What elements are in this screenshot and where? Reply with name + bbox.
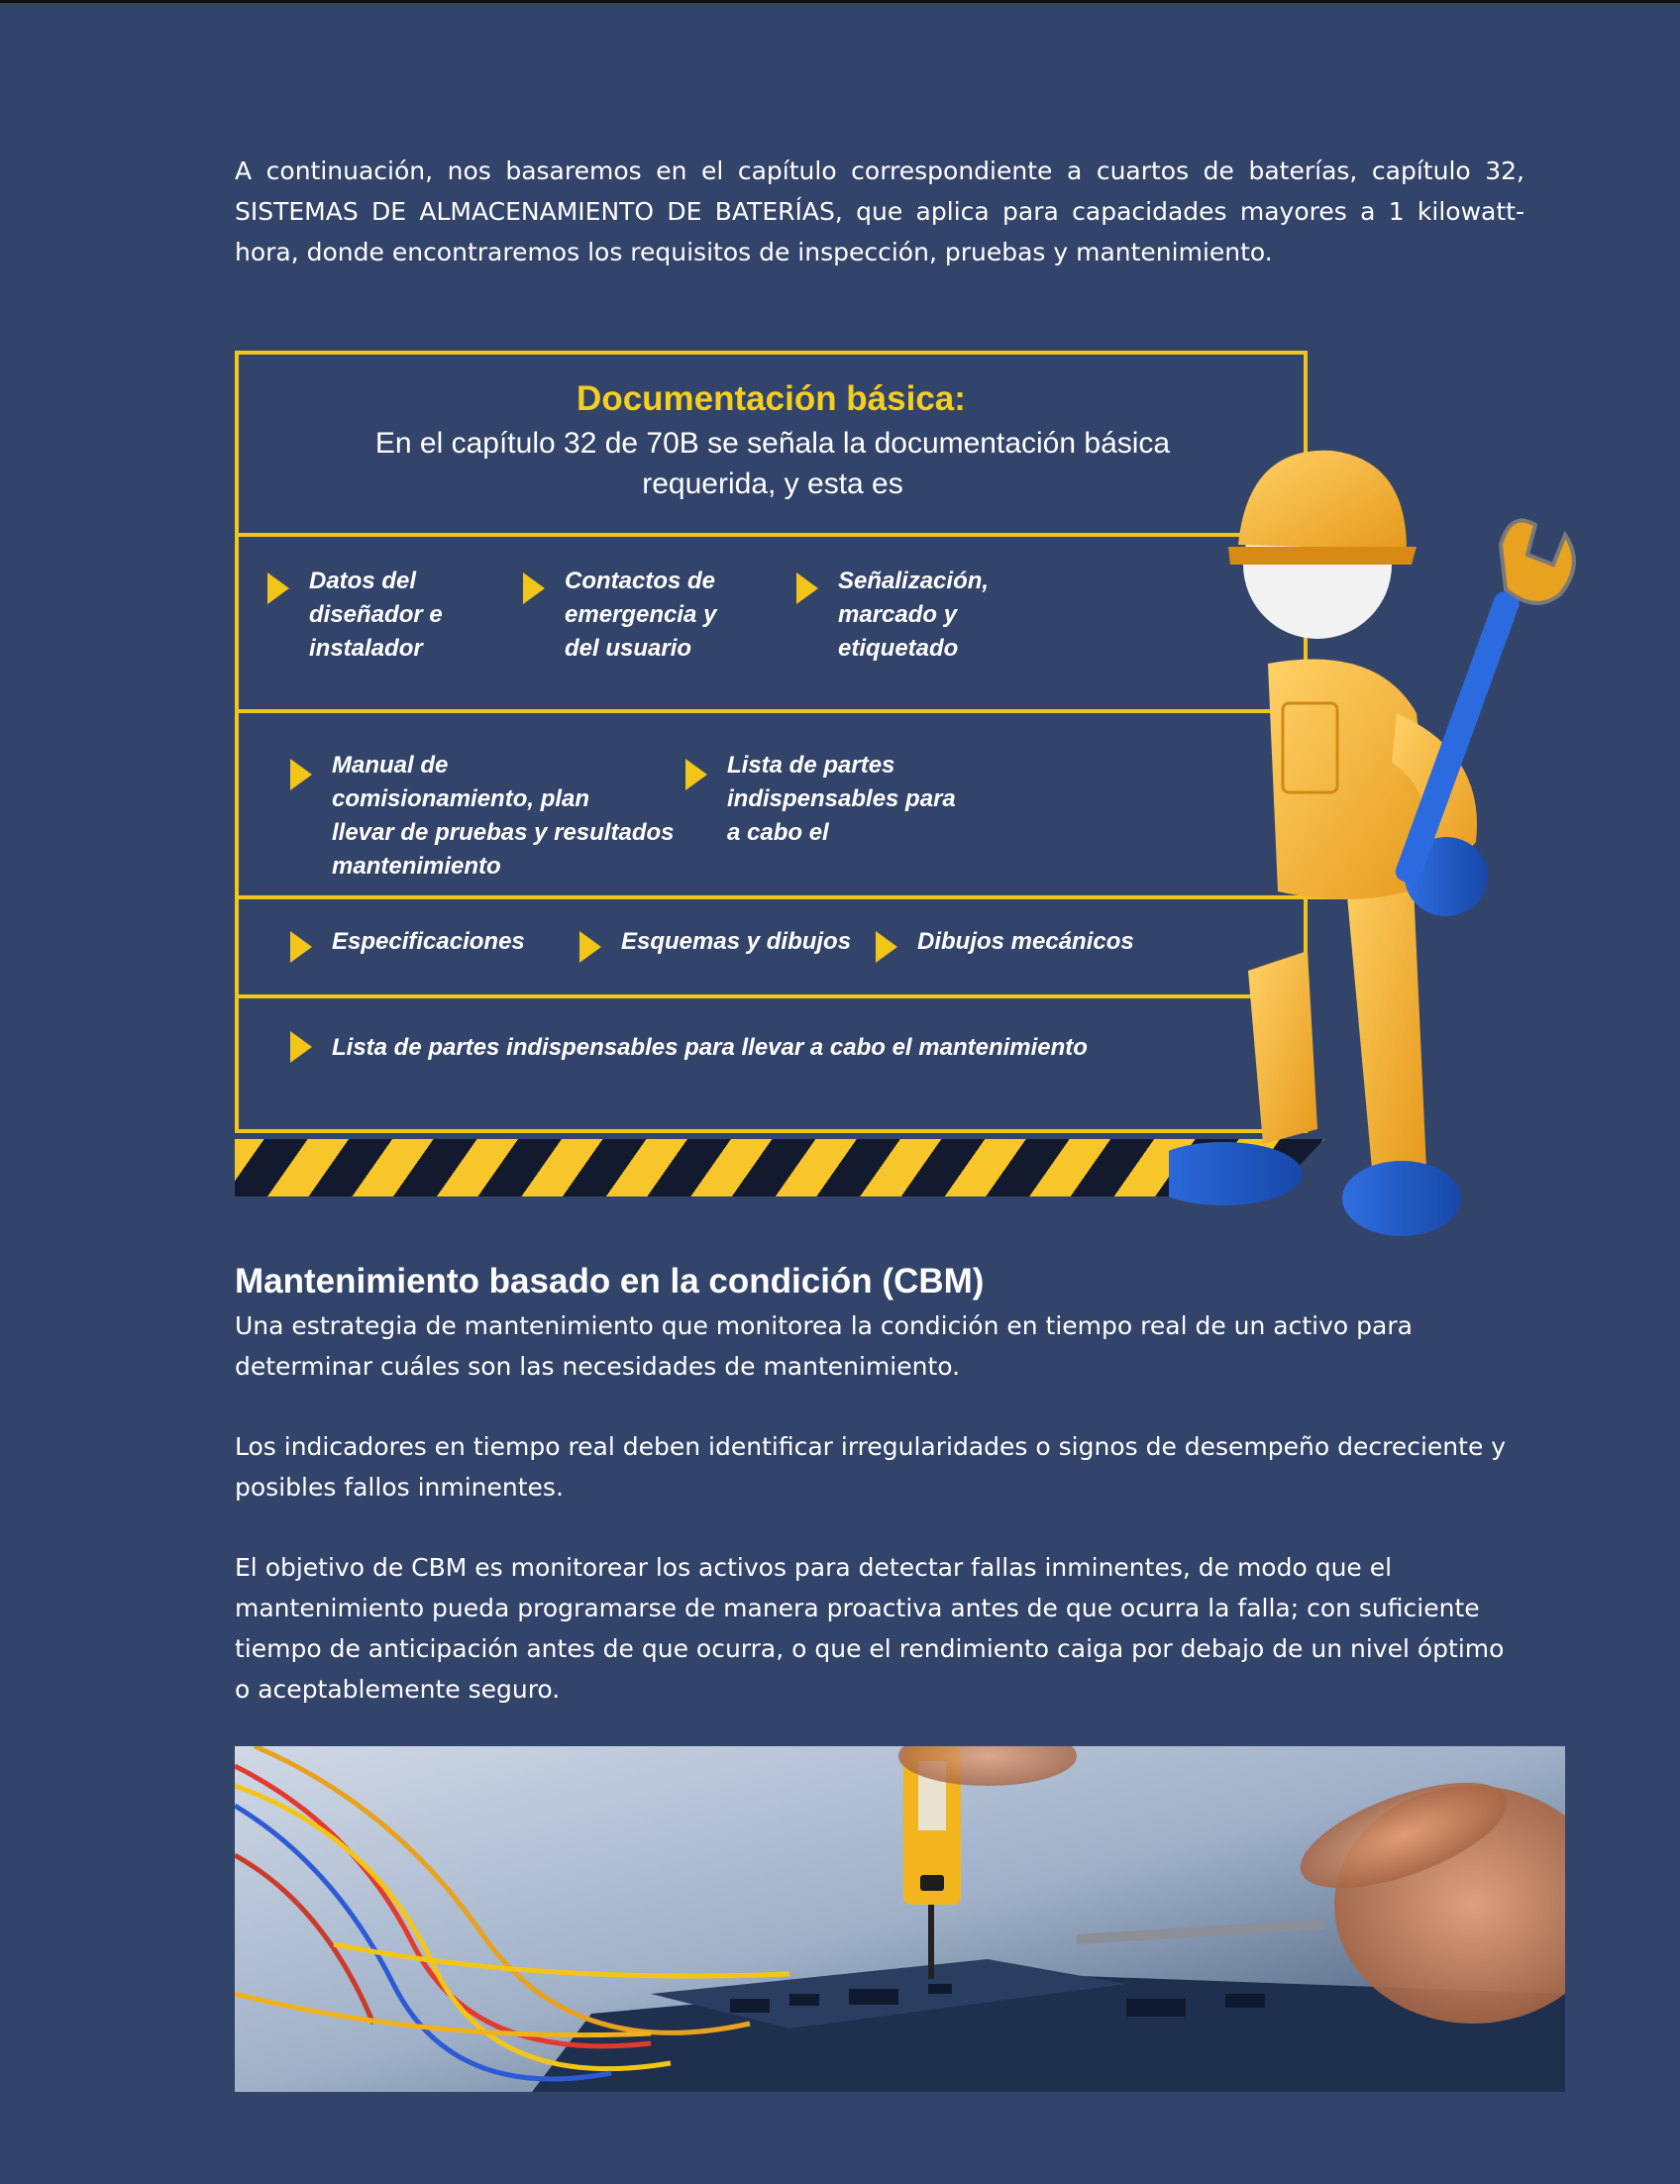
doc-item-emergency-contacts: Contactos de emergencia y del usuario xyxy=(523,565,716,666)
doc-item-designer-data: Datos del diseñador e instalador xyxy=(267,565,443,666)
doc-item-commissioning-manual: Manual de comisionamiento, plan llevar de pruebas y resultados mantenimiento xyxy=(290,749,674,884)
doc-item-signage: Señalización, marcado y etiquetado xyxy=(796,565,989,666)
triangle-bullet-icon xyxy=(579,931,601,963)
worker-mascot-illustration xyxy=(1169,416,1644,1248)
cbm-heading: Mantenimiento basado en la condición (CBM) xyxy=(235,1262,985,1300)
doc-item-specifications: Especificaciones xyxy=(290,925,525,963)
triangle-bullet-icon xyxy=(290,1031,312,1063)
triangle-bullet-icon xyxy=(290,931,312,963)
triangle-bullet-icon xyxy=(876,931,897,963)
triangle-bullet-icon xyxy=(267,572,289,604)
cbm-paragraph-3: El objetivo de CBM es monitorear los activos para detectar fallas inminentes, de modo que el mantenimiento pueda programarse de manera proactiva antes de que ocurra la falla; con suficiente tiempo de anticipación antes de que ocurra, o que el rendimiento caiga por debajo de un nivel óptimo o aceptablemente seguro. xyxy=(235,1553,1505,1704)
circuit-board-photo xyxy=(235,1746,1565,2092)
cbm-paragraph-1: Una estrategia de mantenimiento que monitorea la condición en tiempo real de un activo para determinar cuáles son las necesidades de mantenimiento. xyxy=(235,1311,1413,1381)
triangle-bullet-icon xyxy=(685,759,707,790)
triangle-bullet-icon xyxy=(290,759,312,790)
doc-item-mechanical-drawings: Dibujos mecánicos xyxy=(876,925,1134,963)
doc-item-maintenance-parts-list: Lista de partes indispensables para llevar a cabo el mantenimiento xyxy=(290,1031,1088,1065)
doc-item-schematics: Esquemas y dibujos xyxy=(579,925,851,963)
top-rule xyxy=(0,0,1680,3)
intro-paragraph: A continuación, nos basaremos en el capítulo correspondiente a cuartos de baterías, capítulo 32, SISTEMAS DE ALMACENAMIENTO DE BATERÍAS, que aplica para capacidades mayores a 1 kilowatt-hora, donde encontraremos los requisitos de inspección, pruebas y mantenimiento. xyxy=(235,156,1524,266)
wrench-icon xyxy=(1393,521,1574,886)
cbm-paragraph-2: Los indicadores en tiempo real deben identificar irregularidades o signos de desempeño decreciente y posibles fallos inminentes. xyxy=(235,1432,1507,1502)
documentation-title: Documentación básica: xyxy=(577,379,966,418)
doc-item-parts-list: Lista de partes indispensables para a cabo el xyxy=(685,749,956,850)
hazard-stripe xyxy=(235,1139,1324,1196)
row-divider xyxy=(235,994,1308,998)
triangle-bullet-icon xyxy=(523,572,545,604)
triangle-bullet-icon xyxy=(796,572,818,604)
documentation-subtitle: En el capítulo 32 de 70B se señala la documentación básica requerida, y esta es xyxy=(374,427,1171,500)
